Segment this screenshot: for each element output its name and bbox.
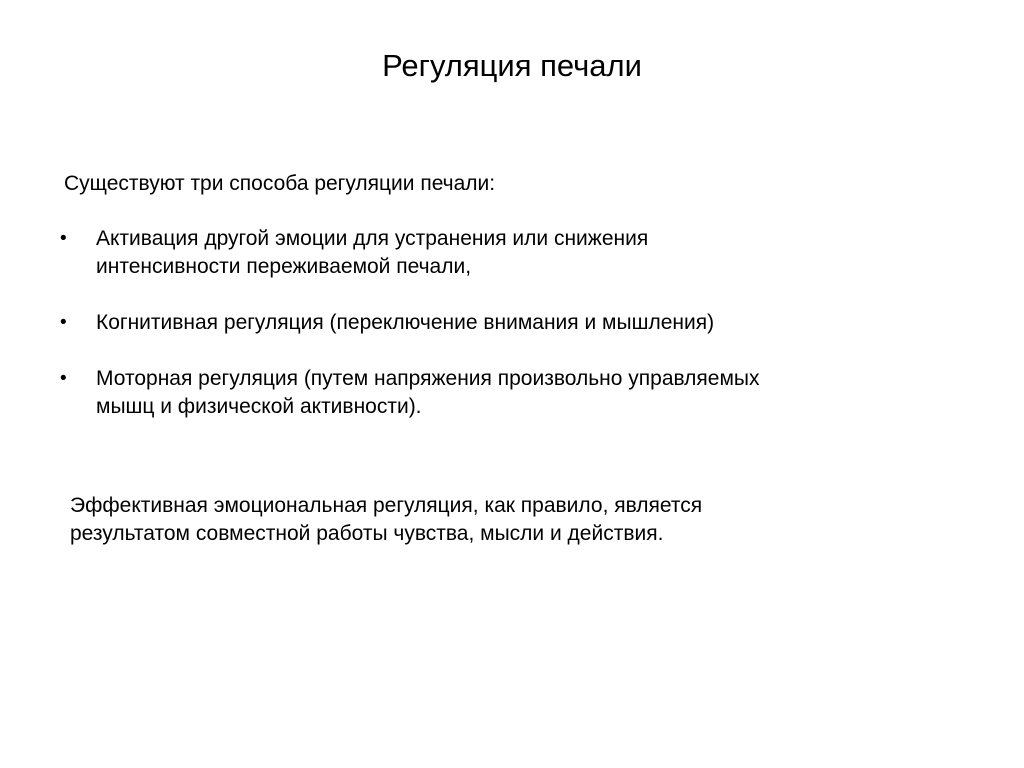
bullet-icon: • bbox=[60, 228, 67, 249]
conclusion-line: Эффективная эмоциональная регуляция, как правило, является bbox=[70, 494, 703, 517]
intro-text: Существуют три способа регуляции печали: bbox=[64, 172, 496, 195]
bullet-item-motor bbox=[60, 365, 860, 421]
bullet-text-line: мышц и физической активности). bbox=[96, 395, 422, 418]
bullet-text-line: Когнитивная регуляция (переключение внимания и мышления) bbox=[96, 311, 715, 334]
bullet-icon: • bbox=[60, 312, 67, 333]
conclusion-line: результатом совместной работы чувства, мысли и действия. bbox=[70, 522, 664, 545]
bullet-text-line: Активация другой эмоции для устранения или снижения bbox=[96, 227, 649, 250]
bullet-item-cognitive bbox=[60, 309, 860, 337]
conclusion-text bbox=[70, 492, 830, 548]
bullet-icon: • bbox=[60, 368, 67, 389]
bullet-list bbox=[60, 225, 860, 421]
slide-title: Регуляция печали bbox=[382, 48, 642, 83]
bullet-text-line: Моторная регуляция (путем напряжения произвольно управляемых bbox=[96, 367, 760, 390]
bullet-item-activation bbox=[60, 225, 860, 281]
bullet-text-line: интенсивности переживаемой печали, bbox=[96, 255, 472, 278]
